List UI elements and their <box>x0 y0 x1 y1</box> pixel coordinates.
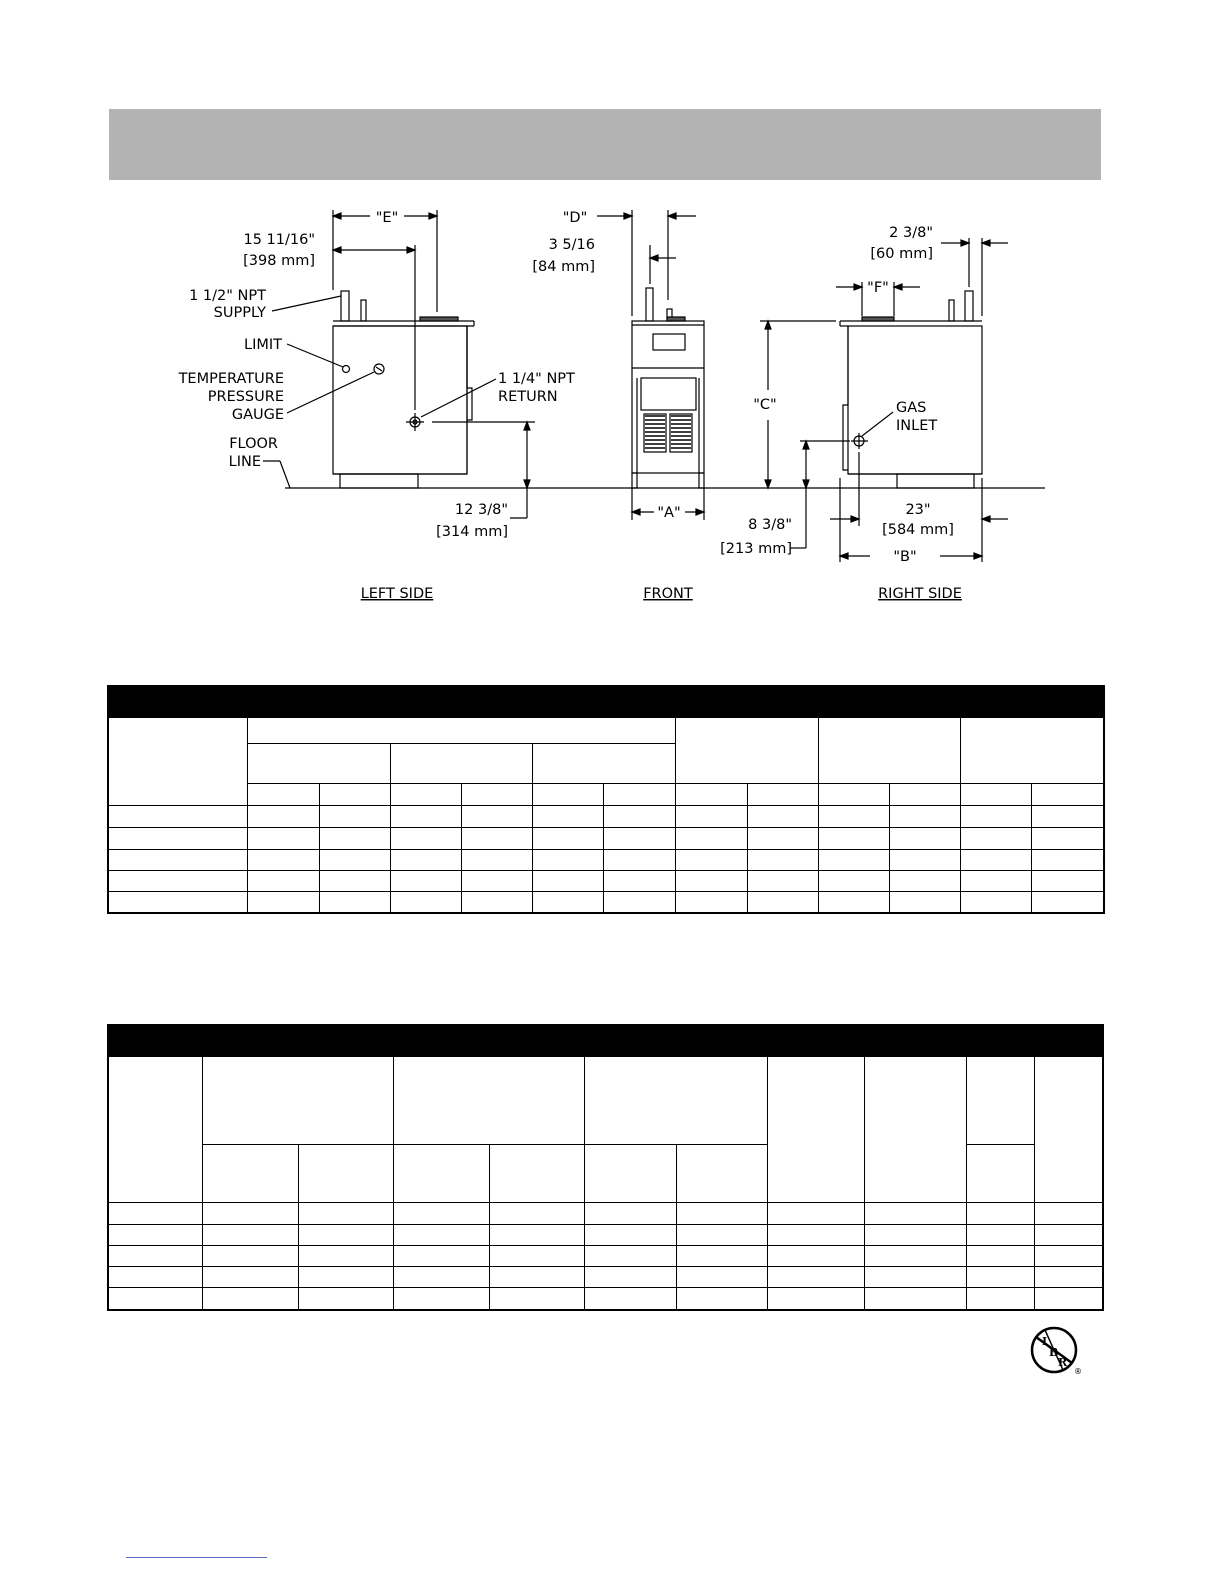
table-1-header-bar <box>108 686 1104 718</box>
view-label-left: LEFT SIDE <box>360 586 434 602</box>
dim-15-in: 15 11/16" <box>243 232 315 248</box>
table-2-group-header <box>202 1057 393 1145</box>
table-row <box>108 1288 1103 1310</box>
dim-12-mm: [314 mm] <box>436 524 508 540</box>
label-limit: LIMIT <box>244 337 282 353</box>
boiler-dimension-diagram <box>0 0 1224 620</box>
dim-e: "E" <box>375 210 399 226</box>
table-1-sub-header <box>391 744 533 784</box>
specification-table-2 <box>107 1024 1104 1311</box>
dim-23-in: 23" <box>905 502 931 518</box>
view-label-front: FRONT <box>643 586 693 602</box>
table-row <box>108 1225 1103 1246</box>
label-supply-2: SUPPLY <box>213 305 266 321</box>
ibr-logo <box>1028 1326 1088 1376</box>
table-1-corner-cell <box>108 718 247 806</box>
dim-12-in: 12 3/8" <box>454 502 508 518</box>
dim-2-in: 2 3/8" <box>889 225 933 241</box>
table-1-col-header <box>818 718 960 784</box>
table-row <box>108 1246 1103 1267</box>
label-line: LINE <box>228 454 261 470</box>
table-row <box>108 850 1104 871</box>
registered-mark: ® <box>1074 1367 1082 1376</box>
label-return-1: 1 1/4" NPT <box>498 371 575 387</box>
table-2-col-header <box>864 1057 966 1203</box>
label-temperature: TEMPERATURE <box>178 371 284 387</box>
dim-23-mm: [584 mm] <box>882 522 954 538</box>
table-2-col-header <box>767 1057 864 1203</box>
specification-table-1 <box>107 685 1105 914</box>
table-2-group-header <box>393 1057 584 1145</box>
label-gauge: GAUGE <box>231 407 284 423</box>
dim-8-mm: [213 mm] <box>720 541 792 557</box>
table-row <box>108 1203 1103 1225</box>
footer-link-underline <box>126 1557 267 1558</box>
logo-letter-i: I <box>1042 1335 1048 1348</box>
label-pressure: PRESSURE <box>207 389 284 405</box>
label-return-2: RETURN <box>498 389 558 405</box>
dim-15-mm: [398 mm] <box>243 253 315 269</box>
dim-d: "D" <box>562 210 588 226</box>
table-2-col-header <box>966 1057 1034 1145</box>
label-supply-1: 1 1/2" NPT <box>189 288 266 304</box>
table-1-sub-header <box>533 744 675 784</box>
table-row <box>108 892 1104 913</box>
table-1-sub-header <box>247 744 390 784</box>
dim-c: "C" <box>753 397 777 413</box>
table-row <box>108 828 1104 850</box>
table-1-col-header <box>961 718 1105 784</box>
dim-b: "B" <box>893 549 917 565</box>
table-2-group-header <box>584 1057 767 1145</box>
dim-3-in: 3 5/16 <box>548 237 595 253</box>
view-label-right: RIGHT SIDE <box>878 586 962 602</box>
dim-3-mm: [84 mm] <box>532 259 595 275</box>
table-row <box>108 871 1104 892</box>
label-inlet: INLET <box>896 418 938 434</box>
dim-2-mm: [60 mm] <box>870 246 933 262</box>
table-1-col-header <box>675 718 818 784</box>
table-2-col-header <box>1034 1057 1103 1203</box>
dim-f: "F" <box>867 280 889 296</box>
table-2-header-bar <box>108 1025 1103 1057</box>
label-floor: FLOOR <box>229 436 278 452</box>
table-row <box>108 806 1104 828</box>
table-row <box>108 1267 1103 1288</box>
table-1-group-header <box>247 718 675 744</box>
label-gas: GAS <box>896 400 927 416</box>
dim-8-in: 8 3/8" <box>748 517 792 533</box>
logo-letter-b: B <box>1049 1346 1059 1359</box>
table-2-corner-cell <box>108 1057 202 1203</box>
dim-a: "A" <box>657 505 681 521</box>
front-view <box>597 210 836 520</box>
logo-letter-r: R <box>1058 1356 1068 1369</box>
